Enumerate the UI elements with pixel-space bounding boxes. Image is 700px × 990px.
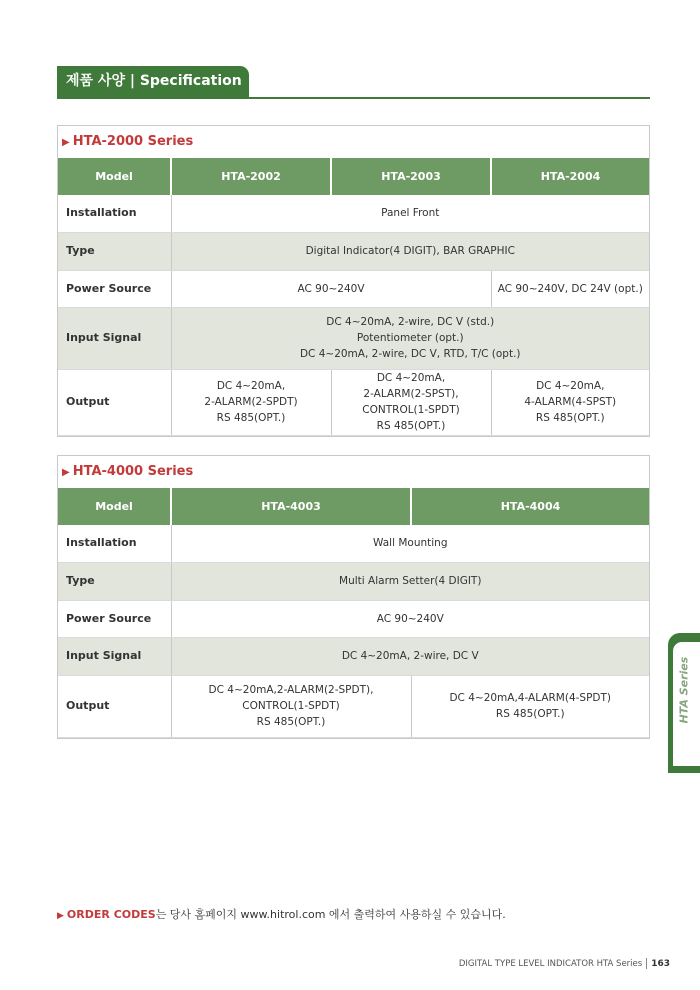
table-header-row	[58, 158, 649, 195]
series-title-text: HTA-2000 Series	[72, 134, 194, 149]
series-title	[58, 126, 649, 158]
table-row	[58, 675, 649, 737]
table-cell: Wall Mounting	[171, 525, 649, 562]
spec-table	[58, 488, 649, 738]
order-codes-label: ORDER CODES	[66, 908, 156, 921]
table-cell: Panel Front	[171, 195, 649, 232]
column-header: Model	[58, 158, 171, 195]
cell-line: RS 485(OPT.)	[495, 708, 565, 720]
column-header: HTA-2003	[331, 158, 491, 195]
column-header: HTA-4004	[411, 488, 649, 525]
cell-line: DC 4~20mA,2-ALARM(2-SPDT),	[208, 684, 374, 696]
cell-line: DC 4~20mA, 2-wire, DC V, RTD, T/C (opt.)	[299, 348, 521, 360]
row-label: Type	[58, 232, 171, 270]
column-header: HTA-2004	[491, 158, 649, 195]
cell-line: CONTROL(1-SPDT)	[242, 700, 340, 712]
table-cell	[171, 369, 331, 435]
cell-line: RS 485(OPT.)	[376, 420, 446, 432]
hta-2000-spec-box	[57, 125, 650, 437]
table-cell	[171, 307, 649, 369]
cell-line: DC 4~20mA,	[536, 380, 605, 392]
cell-line: DC 4~20mA,	[376, 372, 446, 384]
table-cell	[171, 675, 411, 737]
table-cell: Digital Indicator(4 DIGIT), BAR GRAPHIC	[171, 232, 649, 270]
table-cell: AC 90~240V	[171, 600, 649, 637]
table-cell: AC 90~240V, DC 24V (opt.)	[491, 270, 649, 307]
table-cell: Multi Alarm Setter(4 DIGIT)	[171, 562, 649, 600]
cell-line: 2-ALARM(2-SPDT)	[204, 396, 298, 408]
row-label: Input Signal	[58, 637, 171, 675]
page-number: 163	[651, 959, 670, 969]
table-row	[58, 525, 649, 562]
cell-line: 2-ALARM(2-SPST),	[363, 388, 459, 400]
cell-line: DC 4~20mA,	[216, 380, 286, 392]
cell-line: 4-ALARM(4-SPST)	[524, 396, 617, 408]
table-header-row	[58, 488, 649, 525]
column-header: HTA-4003	[171, 488, 411, 525]
row-label: Installation	[58, 195, 171, 232]
row-label: Power Source	[58, 270, 171, 307]
row-label: Output	[58, 369, 171, 435]
row-label: Type	[58, 562, 171, 600]
table-row	[58, 195, 649, 232]
row-label: Input Signal	[58, 307, 171, 369]
cell-line: Potentiometer (opt.)	[356, 332, 464, 344]
order-codes-note	[57, 906, 506, 922]
table-cell: AC 90~240V	[171, 270, 491, 307]
series-title	[58, 456, 649, 488]
side-tab-label	[678, 700, 691, 724]
footer-text: DIGITAL TYPE LEVEL INDICATOR HTA Series	[458, 959, 643, 969]
section-header: 제품 사양 | Specification	[57, 66, 249, 97]
table-row	[58, 369, 649, 435]
table-cell	[411, 675, 649, 737]
row-label: Power Source	[58, 600, 171, 637]
row-label: Installation	[58, 525, 171, 562]
column-header: Model	[58, 488, 171, 525]
table-row	[58, 307, 649, 369]
cell-line: DC 4~20mA,4-ALARM(4-SPDT)	[449, 692, 612, 704]
table-row	[58, 637, 649, 675]
table-row	[58, 562, 649, 600]
series-title-text: HTA-4000 Series	[72, 464, 194, 479]
hta-4000-spec-box	[57, 455, 650, 739]
page-footer	[459, 958, 670, 969]
cell-line: RS 485(OPT.)	[216, 412, 286, 424]
triangle-arrow-icon: ▶	[62, 467, 70, 478]
cell-line: RS 485(OPT.)	[535, 412, 605, 424]
footer-divider	[646, 958, 647, 969]
cell-line: DC 4~20mA, 2-wire, DC V (std.)	[326, 316, 495, 328]
table-row	[58, 232, 649, 270]
cell-line: CONTROL(1-SPDT)	[362, 404, 460, 416]
order-codes-text: 는 당사 홈페이지 www.hitrol.com 에서 출력하여 사용하실 수 있습니다.	[155, 908, 506, 921]
table-cell: DC 4~20mA, 2-wire, DC V	[171, 637, 649, 675]
cell-line: RS 485(OPT.)	[256, 716, 326, 728]
spec-table	[58, 158, 649, 436]
triangle-arrow-icon: ▶	[62, 137, 70, 148]
table-row	[58, 270, 649, 307]
section-divider	[57, 97, 650, 99]
row-label: Output	[58, 675, 171, 737]
table-row	[58, 600, 649, 637]
table-cell	[491, 369, 649, 435]
triangle-arrow-icon: ▶	[57, 911, 64, 921]
column-header: HTA-2002	[171, 158, 331, 195]
table-cell	[331, 369, 491, 435]
